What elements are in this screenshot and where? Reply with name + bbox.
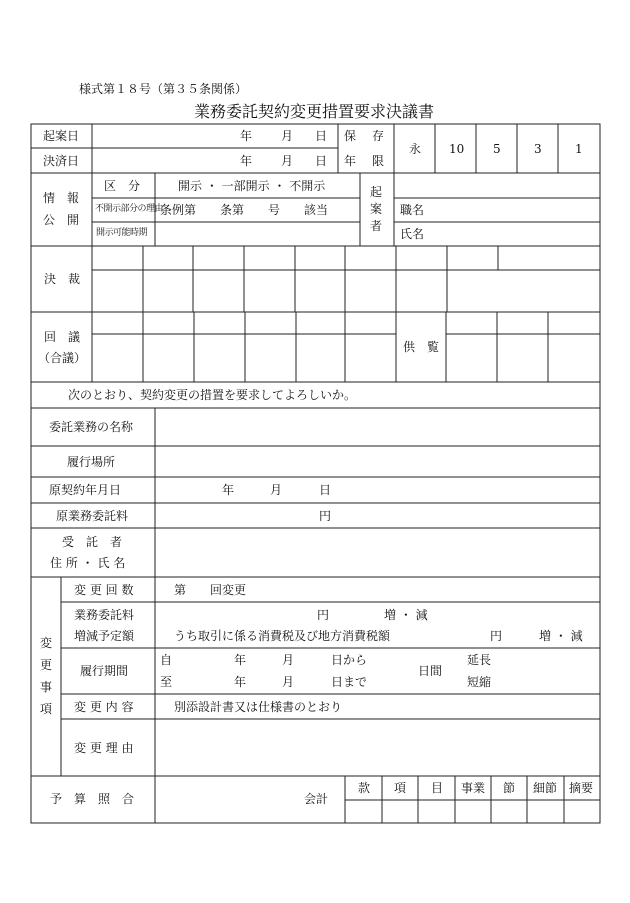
change-reason-label: 変 更 理 由 — [74, 741, 134, 755]
kiansha-char-3: 者 — [370, 219, 383, 233]
orig-fee-yen: 円 — [319, 509, 332, 523]
period-to-suffix: 日まで — [331, 675, 368, 689]
retention-5[interactable]: 5 — [493, 142, 501, 156]
jutaku-label-1: 受 託 者 — [62, 535, 123, 549]
kessai-date-label: 決済日 — [43, 154, 80, 168]
kessai-label: 決 裁 — [44, 272, 81, 286]
period-from-month: 月 — [282, 653, 295, 667]
change-count-value[interactable]: 第 回変更 — [174, 583, 247, 597]
budget-col-saisetsu: 細節 — [533, 781, 558, 795]
changes-side-1: 変 — [40, 636, 53, 650]
kaigi-label: 回 議 — [44, 330, 81, 344]
nengen-char-2: 限 — [372, 154, 385, 168]
period-extend[interactable]: 延長 — [467, 653, 492, 667]
changes-side-4: 項 — [40, 702, 53, 716]
document-title: 業務委託契約変更措置要求決議書 — [194, 102, 435, 121]
kaiji-period-label: 開示可能時期 — [96, 228, 148, 238]
kaikei-label: 会計 — [304, 792, 329, 806]
budget-label: 予 算 照 合 — [50, 792, 135, 806]
joho-label-1: 情 報 — [43, 191, 80, 205]
period-from-year: 年 — [234, 653, 247, 667]
retention-10[interactable]: 10 — [449, 142, 465, 156]
nengen-char-1: 年 — [344, 154, 357, 168]
retention-3[interactable]: 3 — [534, 142, 542, 156]
orig-date-label: 原契約年月日 — [49, 483, 122, 497]
budget-col-moku: 目 — [431, 781, 444, 795]
orig-date-month: 月 — [270, 483, 283, 497]
hikaiji-reason-value[interactable]: 条例第 条第 号 該当 — [160, 203, 329, 217]
budget-col-ko: 項 — [394, 781, 407, 795]
place-label: 履行場所 — [67, 455, 116, 469]
orig-date-year: 年 — [222, 483, 235, 497]
kubun-options[interactable]: 開示 ・ 一部開示 ・ 不開示 — [178, 179, 326, 193]
tax-yen: 円 — [490, 629, 503, 643]
jutaku-label-2: 住 所 ・ 氏 名 — [50, 556, 126, 570]
kessai-year: 年 — [240, 154, 253, 168]
form-number: 様式第１８号（第３５条関係） — [79, 82, 248, 96]
shokumei-label: 職名 — [400, 203, 425, 217]
fee-change-label-1: 業務委託料 — [74, 608, 135, 622]
kian-day: 日 — [315, 129, 328, 143]
shimei-label: 氏名 — [400, 227, 425, 241]
budget-col-tekiyo: 摘要 — [569, 781, 594, 795]
period-to: 至 — [160, 675, 173, 689]
request-text: 次のとおり、契約変更の措置を要求してよろしいか。 — [68, 388, 357, 402]
tax-incdec[interactable]: 増 ・ 減 — [539, 629, 583, 643]
kian-date-label: 起案日 — [43, 129, 80, 143]
change-content-label: 変 更 内 容 — [74, 700, 134, 714]
period-days: 日間 — [418, 664, 443, 678]
hikaiji-reason-label: 不開示部分の理由 — [95, 204, 164, 214]
kaigi-sub-label: （合議） — [38, 351, 87, 365]
kessai-day: 日 — [315, 154, 328, 168]
budget-col-jigyo: 事業 — [461, 781, 486, 795]
kubun-label: 区 分 — [104, 179, 141, 193]
change-count-label: 変 更 回 数 — [74, 583, 134, 597]
itaku-name-label: 委託業務の名称 — [49, 420, 134, 434]
kian-year: 年 — [240, 129, 253, 143]
hozon-char-2: 存 — [372, 129, 385, 143]
period-from-suffix: 日から — [331, 653, 368, 667]
hozon-char-1: 保 — [344, 129, 357, 143]
fee-change-label-2: 増減予定額 — [74, 629, 135, 643]
period-shorten[interactable]: 短縮 — [467, 675, 492, 689]
kyoran-label: 供 覧 — [403, 340, 440, 354]
kessai-month: 月 — [281, 154, 294, 168]
kian-month: 月 — [281, 129, 294, 143]
budget-col-kan: 款 — [358, 781, 371, 795]
tax-text: うち取引に係る消費税及び地方消費税額 — [174, 629, 391, 643]
retention-1[interactable]: 1 — [575, 142, 583, 156]
period-label: 履行期間 — [80, 664, 129, 678]
fee-change-yen: 円 — [317, 608, 330, 622]
budget-col-setsu: 節 — [503, 781, 516, 795]
orig-date-day: 日 — [319, 483, 332, 497]
joho-label-2: 公 開 — [43, 213, 80, 227]
retention-permanent[interactable]: 永 — [409, 142, 422, 156]
changes-side-3: 事 — [40, 680, 53, 694]
fee-change-incdec[interactable]: 増 ・ 減 — [384, 608, 428, 622]
changes-side-2: 更 — [40, 658, 53, 672]
period-to-month: 月 — [282, 675, 295, 689]
kiansha-char-1: 起 — [370, 185, 383, 199]
orig-fee-label: 原業務委託料 — [56, 509, 129, 523]
change-content-value: 別添設計書又は仕様書のとおり — [174, 700, 343, 714]
kiansha-char-2: 案 — [370, 202, 383, 216]
period-from: 自 — [160, 653, 173, 667]
period-to-year: 年 — [234, 675, 247, 689]
